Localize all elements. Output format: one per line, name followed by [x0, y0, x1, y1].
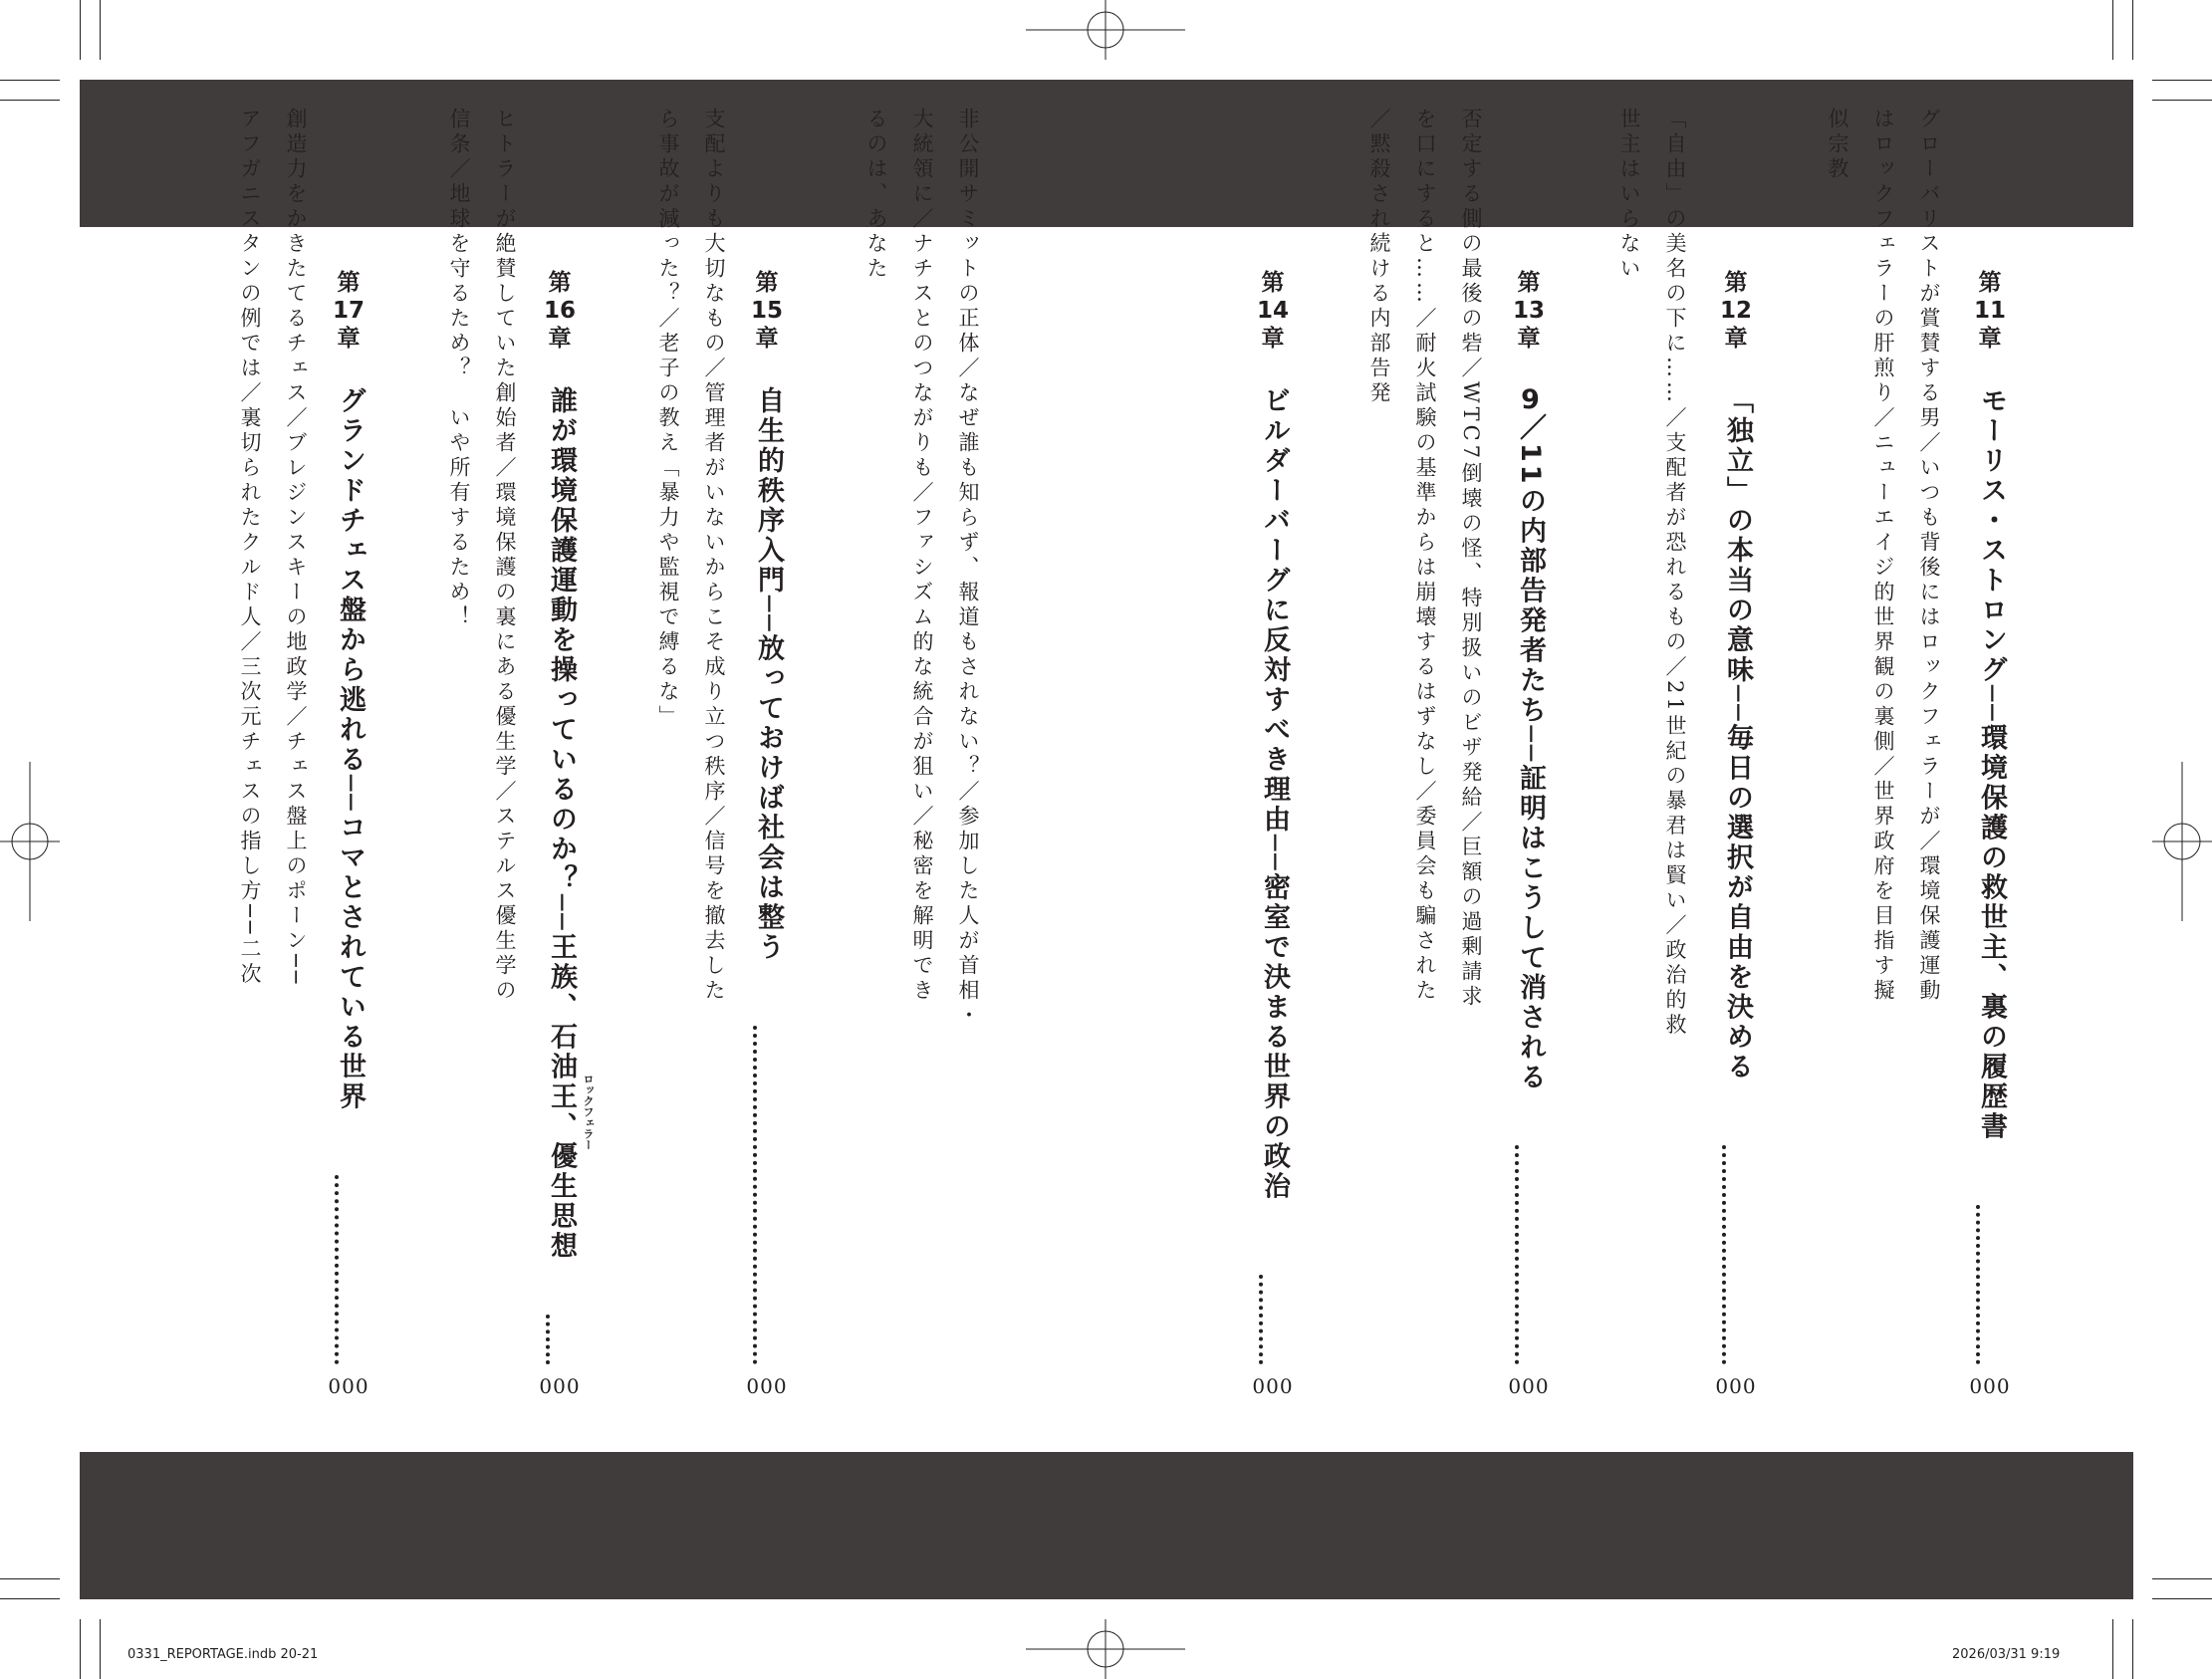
chapter-title: 誰が環境保護運動を操っているのか？──王族、石油王、優生思想: [546, 386, 577, 1262]
chapter-title: 「独立」の本当の意味──毎日の選択が自由を決める: [1722, 386, 1753, 1082]
chapter-number: 第 14 章: [1256, 270, 1289, 352]
crop-mark: [80, 0, 81, 60]
chapter-title: 9／11の内部告発者たち──証明はこうして消される: [1515, 386, 1546, 1093]
chapter-number: 第 15 章: [750, 270, 783, 352]
chapter-number: 第 13 章: [1512, 270, 1545, 352]
dot-leader: [1976, 1205, 2008, 1364]
chapter-14: [1253, 269, 1293, 1414]
chapter-summary: 創造力をかきたてるチェス／ブレジンスキーの地政学／チェス盤上のポーン── アフガニスタンの例では／裏切られたクルド人／三次元チェスの指し方──二次: [238, 108, 308, 988]
crop-mark: [100, 0, 101, 60]
chapter-13: [1509, 269, 1549, 1414]
chapter-number: 第 11 章: [1973, 270, 2006, 352]
dot-leader: [335, 1175, 367, 1364]
page-number: 000: [746, 1374, 788, 1398]
crop-mark: [0, 100, 60, 101]
slug-timestamp: 2026/03/31 9:19: [1952, 1647, 2061, 1662]
chapter-summary: ヒトラーが絶賛していた創始者／環境保護の裏にある優生学／ステルス優生学の 信条／地球を守るため？ いや所有するため！: [447, 108, 517, 1004]
chapter-number: 第 16 章: [543, 270, 576, 352]
crop-mark: [100, 1619, 101, 1679]
page-number: 000: [1252, 1374, 1294, 1398]
crop-mark: [0, 80, 60, 81]
registration-mark-left: [0, 762, 60, 921]
chapter-title: モーリス・ストロング──環境保護の救世主、裏の履歴書: [1976, 386, 2007, 1142]
chapter-title: 自生的秩序入門──放っておけば社会は整う: [753, 386, 784, 963]
chapter-16: [539, 269, 595, 1414]
chapter-summary: 非公開サミットの正体／なぜ誰も知らず、報道もされない？／参加した人が首相・ 大統領に／ナチスとのつながりも／ファシズム的な統合が狙い／秘密を解明でき るのは、あなた: [864, 108, 980, 1029]
chapter-12: [1716, 269, 1756, 1414]
chapter-number: 第 17 章: [332, 270, 365, 352]
page-number: 000: [1969, 1374, 2011, 1398]
crop-mark: [0, 1578, 60, 1579]
chapter-title: グランドチェス盤から逃れる──コマとされている世界: [335, 386, 366, 1112]
page-number: 000: [328, 1374, 369, 1398]
crop-mark: [2152, 1578, 2212, 1579]
dot-leader: [753, 1026, 785, 1364]
crop-mark: [2152, 80, 2212, 81]
page-number: 000: [539, 1374, 581, 1398]
crop-mark: [2152, 1598, 2212, 1599]
crop-mark: [0, 1598, 60, 1599]
ruby-annotation: ロックフェラー: [582, 1074, 595, 1150]
chapter-summary: 否定する側の最後の砦／WTC7倒壊の怪、特別扱いのビザ発給／巨額の過剰請求 を口にすると……／耐火試験の基準からは崩壊するはずなし／委員会も騙された ／黙殺され続ける内部告発: [1367, 108, 1483, 1011]
crop-mark: [2132, 1619, 2133, 1679]
dot-leader: [1722, 1145, 1754, 1364]
chapter-summary: 支配よりも大切なもの／管理者がいないからこそ成り立つ秩序／信号を撤去した ら事故が減った？／老子の教え「暴力や監視で縛るな」: [656, 108, 726, 1004]
footer-band: [80, 1452, 2133, 1599]
chapter-15: [747, 269, 787, 1414]
dot-leader: [546, 1315, 578, 1364]
crop-mark: [2132, 0, 2133, 60]
dot-leader: [1259, 1275, 1291, 1364]
page-number: 000: [1715, 1374, 1757, 1398]
crop-mark: [2112, 1619, 2113, 1679]
registration-mark-top: [1026, 0, 1185, 60]
chapter-11: [1970, 269, 2010, 1414]
crop-mark: [2112, 0, 2113, 60]
chapter-summary: グローバリストが賞賛する男／いつも背後にはロックフェラーが／環境保護運動 はロックフェラーの肝煎り／ニューエイジ的世界観の裏側／世界政府を目指す擬 似宗教: [1826, 108, 1941, 1004]
crop-mark: [80, 1619, 81, 1679]
registration-mark-bottom: [1026, 1619, 1185, 1679]
crop-mark: [2152, 100, 2212, 101]
chapter-17: [329, 269, 369, 1414]
page-number: 000: [1508, 1374, 1550, 1398]
registration-mark-right: [2152, 762, 2212, 921]
dot-leader: [1515, 1145, 1547, 1364]
chapter-title: ビルダーバーグに反対すべき理由──密室で決まる世界の政治: [1259, 386, 1290, 1202]
chapter-number: 第 12 章: [1719, 270, 1752, 352]
chapter-summary: 「自由」の美名の下に……／支配者が恐れるもの／21世紀の暴君は賢い／政治的救 世主はいらない: [1617, 108, 1687, 1039]
slug-filename: 0331_REPORTAGE.indb 20-21: [127, 1647, 319, 1662]
